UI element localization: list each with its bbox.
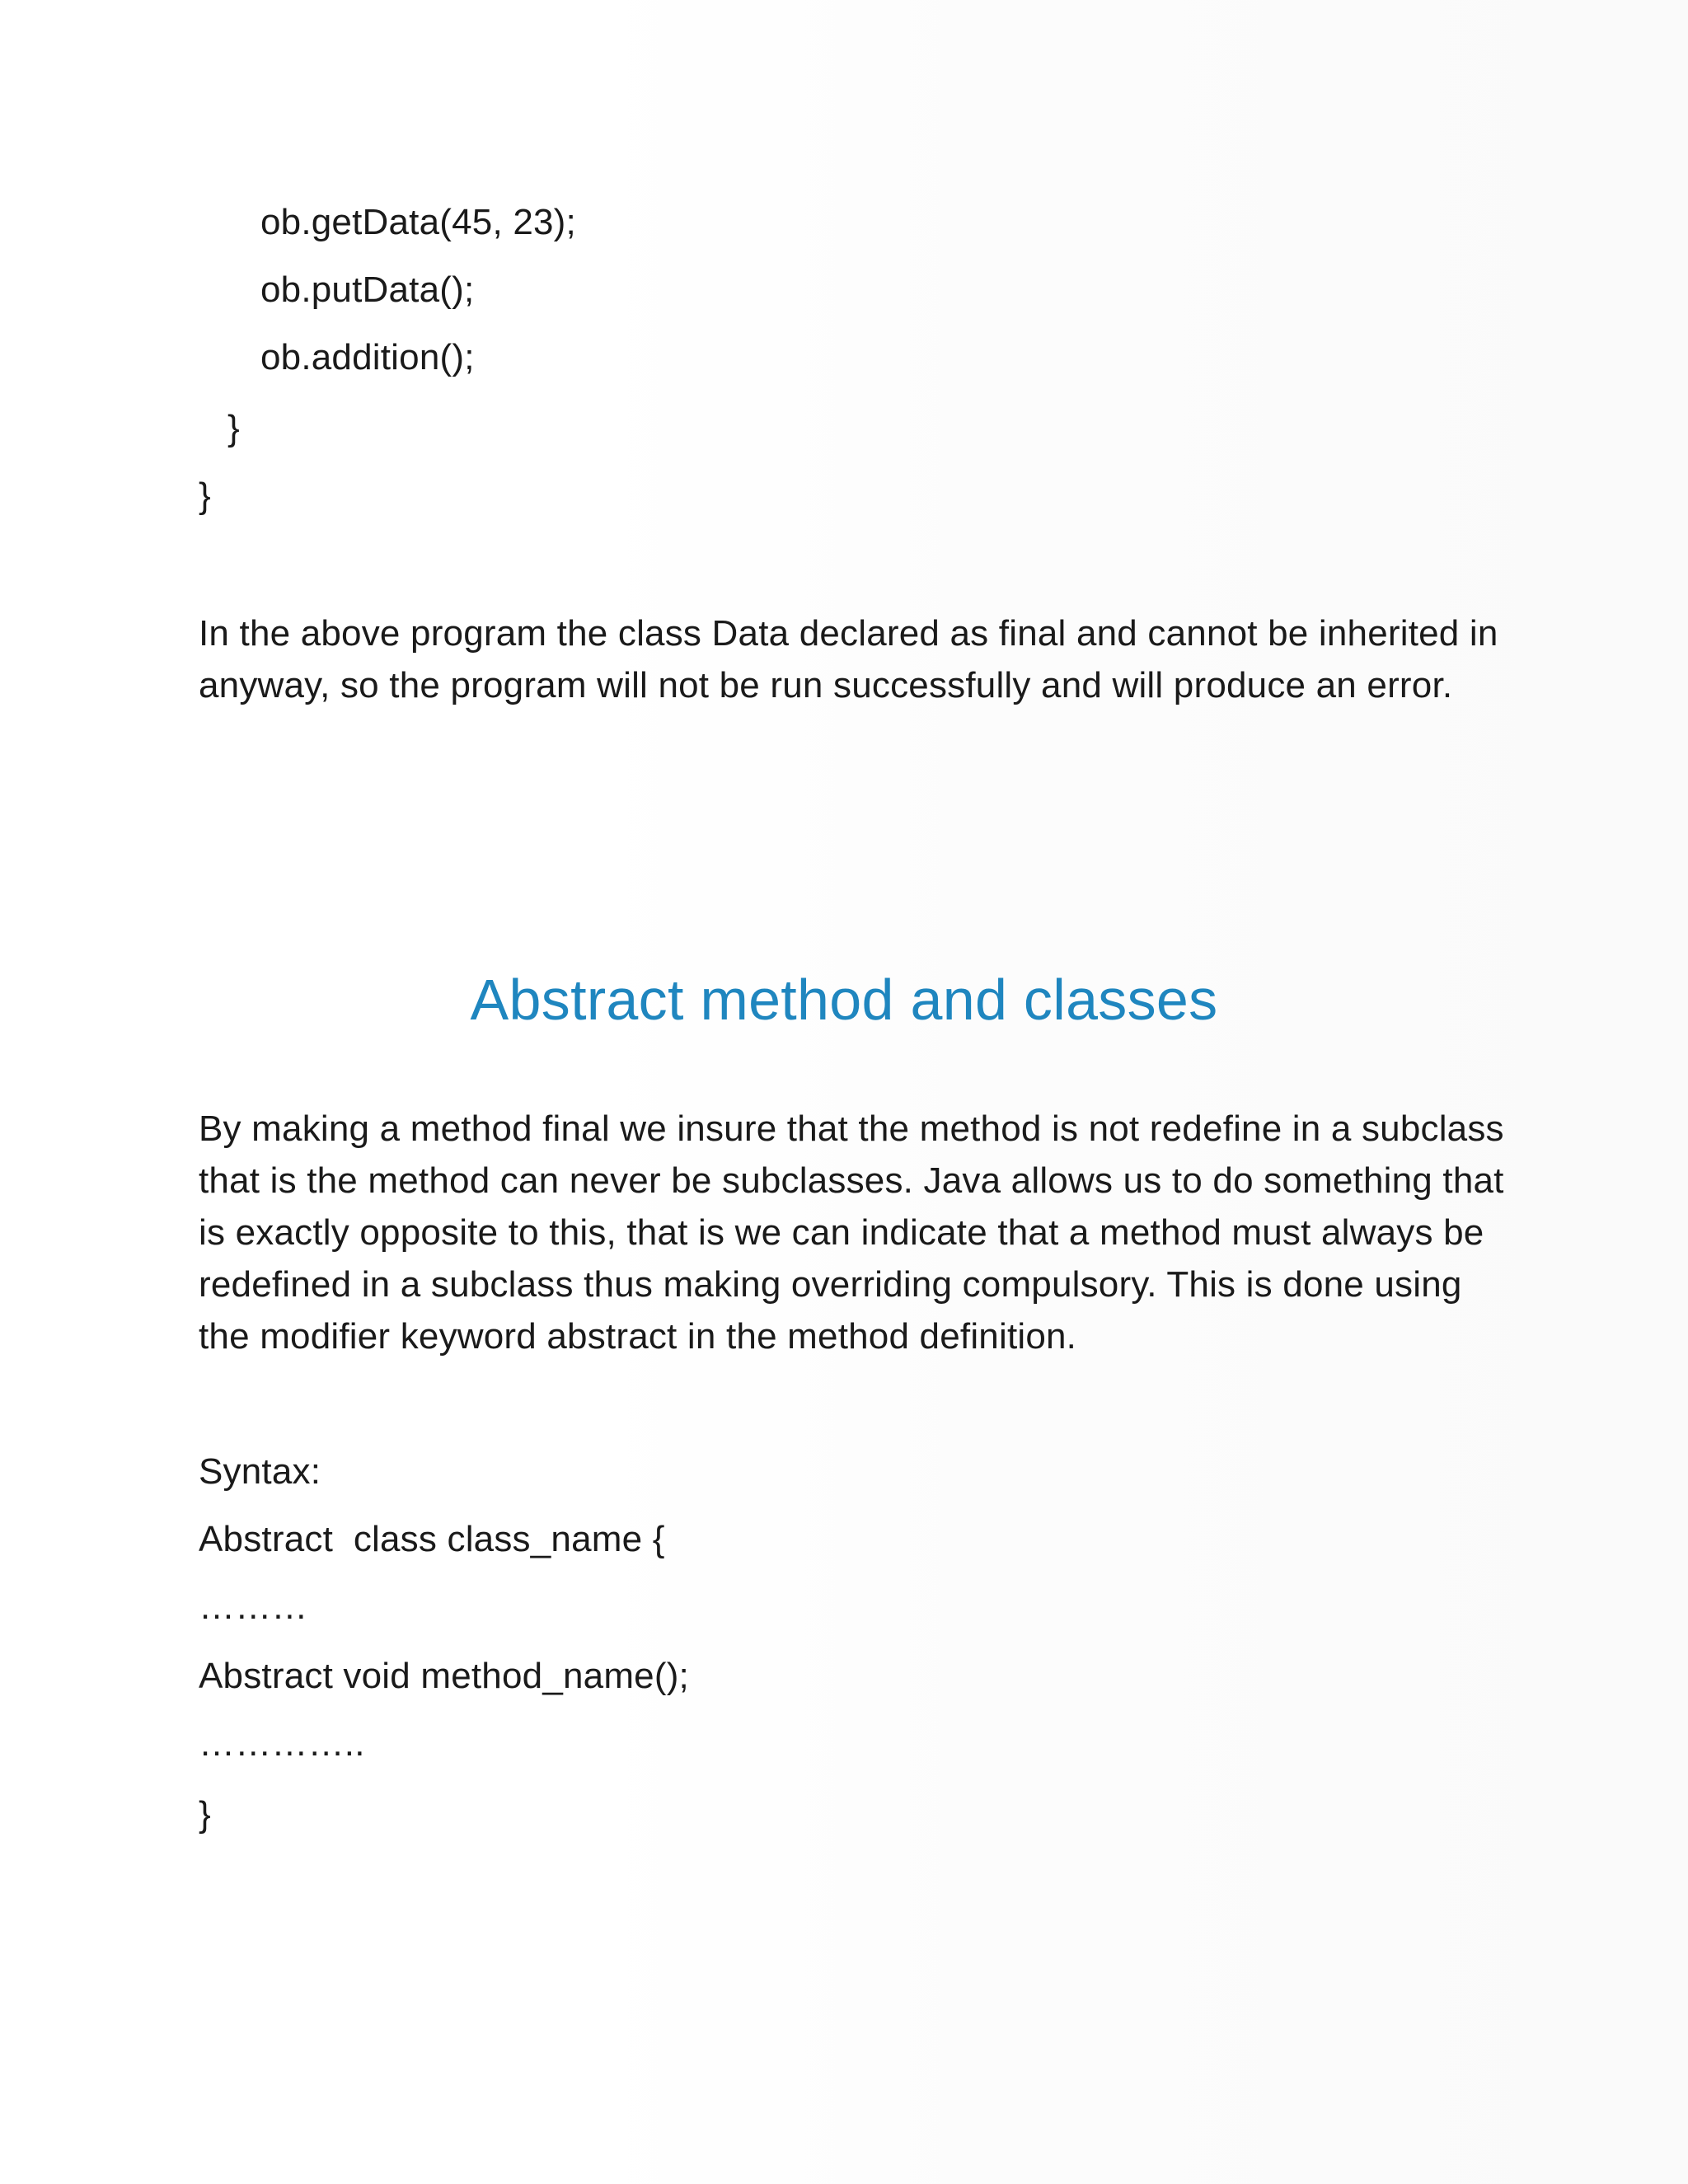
code-closing-brace-method: }	[227, 408, 240, 448]
syntax-label: Syntax:	[199, 1451, 321, 1492]
abstract-explanation: By making a method final we insure that the method is not redefine in a subclass that is the method can never be subclasses. Java allows us to do something that is exactly opposite to this, that is we can indicate that a method must always be redefined in a subclass thus making overriding compulsory. This is done using the modifier keyword abstract in the method definition.	[199, 1108, 1504, 1357]
code-closing-brace-class: }	[199, 476, 211, 516]
code-line-putdata: ob.putData();	[260, 269, 475, 310]
code-line-getdata: ob.getData(45, 23);	[260, 202, 576, 242]
syntax-ellipsis-1: ………	[199, 1586, 308, 1627]
syntax-closing-brace: }	[199, 1794, 211, 1835]
syntax-class-declaration: Abstract class class_name {	[199, 1519, 665, 1559]
code-line-addition: ob.addition();	[260, 337, 475, 377]
syntax-abstract-method: Abstract void method_name();	[199, 1656, 689, 1696]
section-heading: Abstract method and classes	[470, 968, 1218, 1032]
final-class-explanation: In the above program the class Data declared as final and cannot be inherited in anyway, so the program will not be run successfully and will produce an error.	[199, 613, 1498, 705]
syntax-ellipsis-2: …………..	[199, 1723, 365, 1764]
